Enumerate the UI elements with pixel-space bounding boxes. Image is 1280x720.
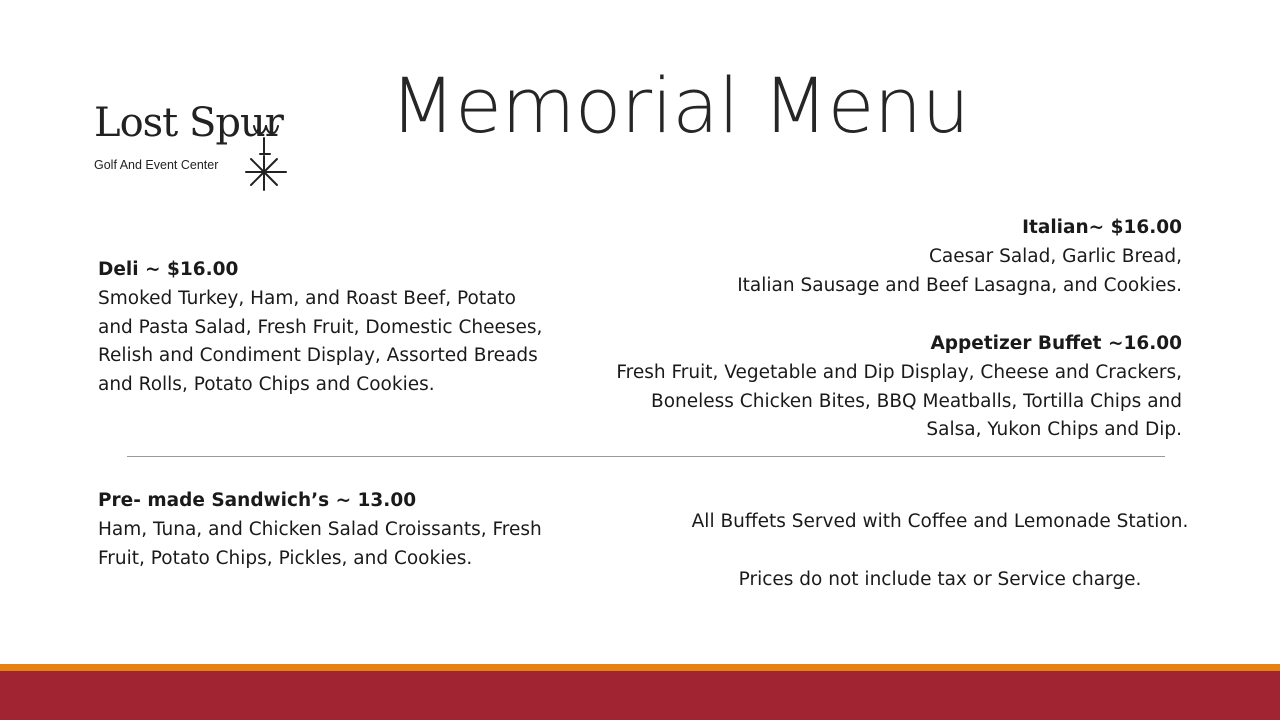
sandwich-section	[98, 487, 568, 573]
deli-heading: Deli ~ $16.00	[98, 259, 239, 280]
logo-name: Lost Spur	[94, 100, 283, 146]
buffet-note: All Buffets Served with Coffee and Lemonade Station.	[691, 511, 1189, 532]
appetizer-description: Fresh Fruit, Vegetable and Dip Display, Cheese and Crackers, Boneless Chicken Bites, BBQ Meatballs, Tortilla Chips and Salsa, Yukon Chips and Dip.	[616, 361, 1182, 441]
deli-description: Smoked Turkey, Ham, and Roast Beef, Potato and Pasta Salad, Fresh Fruit, Domestic Cheeses, Relish and Condiment Display, Assorted Breads and Rolls, Potato Chips and Cookies.	[98, 287, 543, 396]
deli-section	[98, 256, 548, 400]
notes-section	[640, 508, 1240, 595]
italian-heading: Italian~ $16.00	[1022, 217, 1182, 238]
appetizer-heading: Appetizer Buffet ~16.00	[930, 333, 1182, 354]
price-note: Prices do not include tax or Service charge.	[738, 568, 1142, 590]
sandwich-description: Ham, Tuna, and Chicken Salad Croissants, Fresh Fruit, Potato Chips, Pickles, and Cookies.	[98, 518, 542, 569]
logo	[92, 98, 292, 194]
italian-section	[602, 214, 1182, 300]
section-divider	[127, 456, 1165, 457]
sandwich-heading: Pre- made Sandwich’s ~ 13.00	[98, 490, 417, 511]
logo-tagline: Golf And Event Center	[94, 158, 219, 172]
spur-star-icon	[242, 122, 292, 192]
appetizer-section	[602, 330, 1182, 445]
footer-band-red	[0, 671, 1280, 720]
italian-line-2: Italian Sausage and Beef Lasagna, and Cookies.	[737, 274, 1182, 296]
italian-line-1: Caesar Salad, Garlic Bread,	[928, 245, 1182, 267]
footer-band-orange	[0, 664, 1280, 671]
page-title: Memorial Menu	[390, 61, 970, 150]
